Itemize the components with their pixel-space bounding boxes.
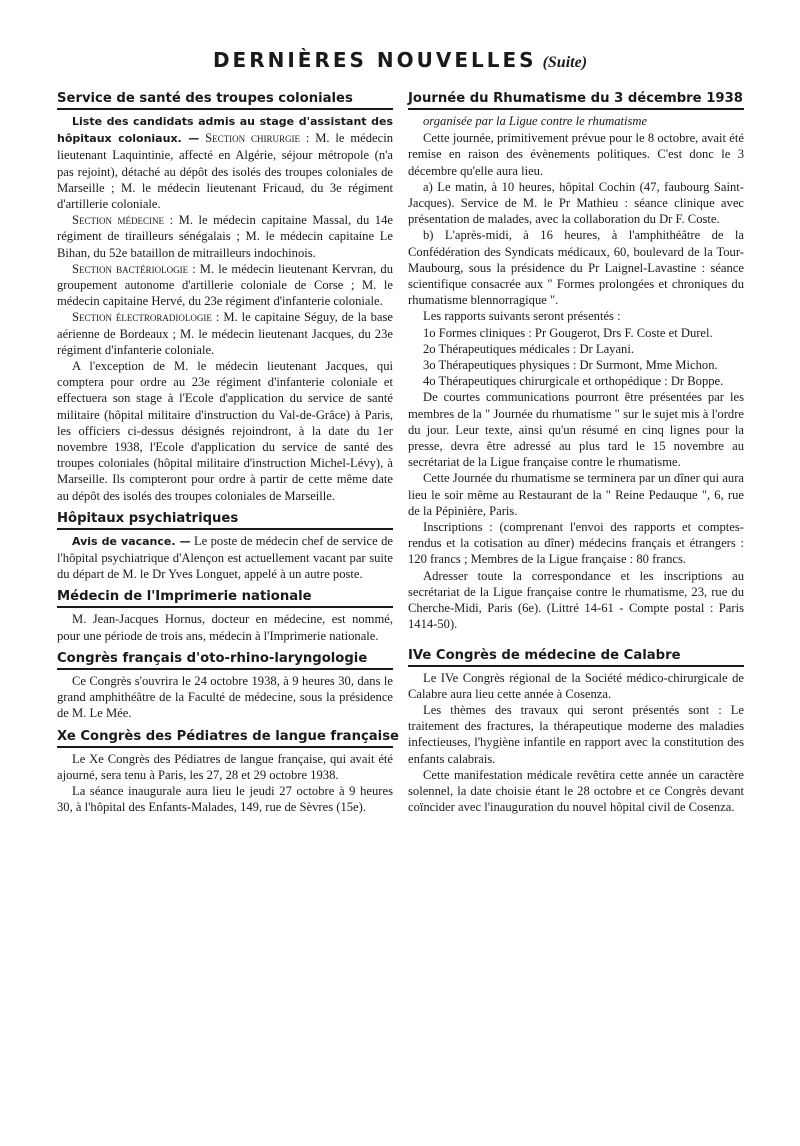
- paragraph: Le Xe Congrès des Pédiatres de langue française, qui avait été ajourné, sera tenu à Paris, les 27, 28 et 29 octobre 1938.: [57, 751, 393, 782]
- paragraph: La séance inaugurale aura lieu le jeudi 27 octobre à 9 heures 30, à l'hôpital des Enfants-Malades, 149, rue de Sèvres (15e).: [57, 783, 393, 815]
- paragraph-text: M. le médecin lieutenant Kervran, du groupement autonome d'artillerie coloniale de Corse ; M. le médecin capitaine Hervé, du 23e régiment d'infanterie coloniale.: [57, 261, 393, 309]
- paragraph: M. Jean-Jacques Hornus, docteur en médecine, est nommé, pour une période de trois ans, médecin à l'Imprimerie nationale.: [57, 612, 393, 643]
- header-suite: (Suite): [542, 54, 588, 71]
- paragraph: Adresser toute la correspondance et les inscriptions au secrétariat de la Ligue française contre le rhumatisme, 23, rue du Cherche-Midi, Paris (6e). (Littré 14-61 - Compte postal : Paris 1414-50).: [408, 568, 744, 632]
- paragraph: Le IVe Congrès régional de la Société médico-chirurgicale de Calabre aura lieu cette année à Cosenza.: [408, 670, 744, 701]
- section-label: Section bactériologie :: [72, 261, 196, 276]
- paragraph: Ce Congrès s'ouvrira le 24 octobre 1938, à 9 heures 30, dans le grand amphithéâtre de la Faculté de médecine, sous la présidence de M. Le Mée.: [57, 673, 393, 721]
- lead-text: Avis de vacance. —: [72, 534, 191, 548]
- paragraph-text: M. le médecin lieutenant Laquintinie, affecté en Algérie, séjour métropole (n'a pas rejoint), détaché au dépôt des isolés des troupes coloniales de Marseille ; M. le médecin lieutenant Fricaud, du 3e régiment d'artillerie coloniale.: [57, 131, 393, 212]
- paragraph: b) L'après-midi, à 16 heures, à l'amphithéâtre de la Confédération des Syndicats médicaux, 60, boulevard de la Tour-Maubourg, sous la présidence du Pr Laignel-Lavastine : séance scientifique consacrée aux " Formes prolongées et chroniques du rhumatisme blennorragique ".: [408, 228, 744, 308]
- section-title-calabre: IVe Congrès de médecine de Calabre: [408, 647, 744, 667]
- section-title-oto-rhino: Congrès français d'oto-rhino-laryngologie: [57, 650, 393, 670]
- paragraph: Cette manifestation médicale revêtira cette année un caractère solennel, la date choisie étant le 28 octobre et ce Congrès devant coïncider avec l'inauguration du nouvel hôpital civil de Cosenza.: [408, 767, 744, 815]
- paragraph: [57, 261, 393, 310]
- paragraph: 2o Thérapeutiques médicales : Dr Layani.: [423, 341, 634, 356]
- section-label: Section chirurgie :: [205, 131, 310, 146]
- paragraph: 1o Formes cliniques : Pr Gougerot, Drs F. Coste et Durel.: [423, 325, 713, 340]
- paragraph: [57, 212, 393, 261]
- paragraph: [57, 113, 393, 212]
- paragraph: Les rapports suivants seront présentés :: [423, 309, 621, 324]
- section-title-imprimerie-nationale: Médecin de l'Imprimerie nationale: [57, 588, 393, 608]
- paragraph: 3o Thérapeutiques physiques : Dr Surmont, Mme Michon.: [423, 358, 718, 373]
- section-subtitle: organisée par la Ligue contre le rhumatisme: [423, 114, 648, 128]
- paragraph: [57, 309, 393, 358]
- paragraph: Cette Journée du rhumatisme se terminera par un dîner qui aura lieu le soir même au Restaurant de la " Reine Pedauque ", 6, rue de la Pépinière, Paris.: [408, 471, 744, 518]
- lead-text: Liste des candidats admis au stage d'assistant des hôpitaux coloniaux. —: [57, 115, 393, 146]
- section-label: Section électroradiologie :: [72, 310, 220, 325]
- paragraph: 4o Thérapeutiques chirurgicale et orthopédique : Dr Boppe.: [423, 374, 724, 389]
- header-title: DERNIÈRES NOUVELLES: [212, 48, 537, 72]
- section-title-pediatres: Xe Congrès des Pédiatres de langue française: [57, 728, 393, 748]
- section-title-rhumatisme: Journée du Rhumatisme du 3 décembre 1938: [408, 90, 744, 110]
- page-header: [0, 48, 800, 72]
- paragraph-text: M. le médecin capitaine Massal, du 14e régiment de tirailleurs sénégalais ; M. le médecin capitaine Le Bihan, du 52e bataillon de mitrailleurs indochinois.: [57, 213, 393, 260]
- paragraph: [57, 533, 393, 583]
- paragraph: Les thèmes des travaux qui seront présentés sont : Le traitement des fractures, la thérapeutique moderne des maladies infectieuses, l'hygiène infantile en rapport avec la constitution des enfants calabrais.: [408, 702, 744, 766]
- paragraph: A l'exception de M. le médecin lieutenant Jacques, qui comptera pour ordre au 23e régiment d'infanterie coloniale et effectuera son stage à l'Ecole d'application du service de santé militaire (hôpital militaire d'instruction du Val-de-Grâce) à Paris, les officiers ci-dessus désignés rejoindront, à la date du 1er novembre 1938, l'Ecole d'application du service de santé des troupes coloniales (hôpital militaire d'instruction Michel-Lévy), à Marseille. Ils compteront pour ordre à partir de cette même date au dépôt des isolés des troupes coloniales de Marseille.: [57, 359, 393, 503]
- section-title-hopitaux-psychiatriques: Hôpitaux psychiatriques: [57, 510, 393, 530]
- paragraph: Inscriptions : (comprenant l'envoi des rapports et comptes-rendus et la cotisation au dîner) médecins français et étrangers : 120 francs ; Membres de la Ligue française : 80 francs.: [408, 520, 744, 567]
- paragraph-text: Le poste de médecin chef de service de l'hôpital psychiatrique d'Alençon est actuellement vacant par suite du départ de M. le Dr Yves Longuet, appelé à un autre poste.: [57, 533, 393, 582]
- right-column: [408, 90, 744, 815]
- paragraph: De courtes communications pourront être présentées par les membres de la " Journée du rhumatisme " sur le sujet mis à l'ordre du jour. Leur texte, ainsi qu'un résumé en cinq lignes pour la presse, devra être adressé au plus tard le 15 novembre au secrétariat de la Ligue française contre le rhumatisme.: [408, 390, 744, 470]
- paragraph: Cette journée, primitivement prévue pour le 8 octobre, avait été remise en raison des évènements politiques. C'est donc le 3 décembre qu'elle aura lieu.: [408, 131, 744, 178]
- paragraph: a) Le matin, à 10 heures, hôpital Cochin (47, faubourg Saint-Jacques). Service de M. le Pr Mathieu : séance clinique avec présentation de malades, avec la collaboration du Dr F. Coste.: [408, 179, 744, 227]
- section-title-troupes-coloniales: Service de santé des troupes coloniales: [57, 90, 393, 110]
- section-label: Section médecine :: [72, 213, 174, 228]
- paragraph-text: M. le capitaine Séguy, de la base aérienne de Bordeaux ; M. le médecin lieutenant Jacques, du 23e régiment d'infanterie coloniale.: [57, 310, 393, 357]
- left-column: [57, 90, 399, 815]
